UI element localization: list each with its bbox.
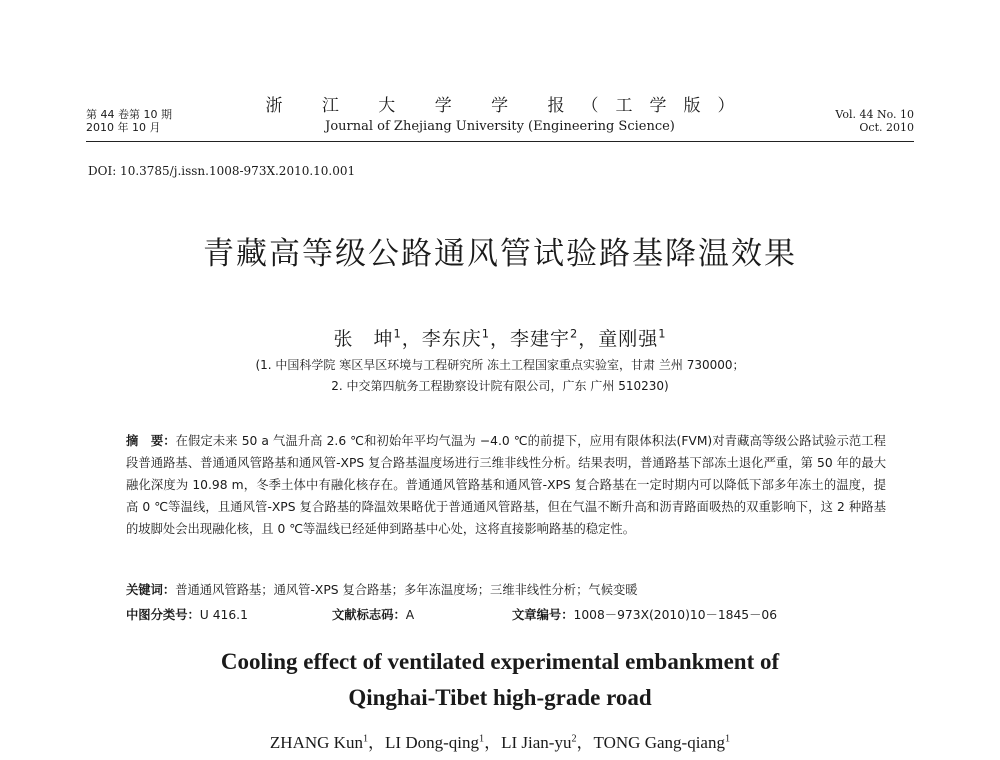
title-en <box>0 644 1000 716</box>
affiliation-2: 2. 中交第四航务工程勘察设计院有限公司，广东 广州 510230) <box>331 379 669 393</box>
article-number <box>512 605 777 623</box>
affiliation-marker: 1 <box>658 326 667 341</box>
author-name-en: LI Dong-qing <box>385 733 480 752</box>
article-number-value: 1008－973X(2010)10－1845－06 <box>573 608 778 622</box>
journal-name <box>86 96 914 135</box>
running-header <box>86 96 914 142</box>
affiliation-marker: 1 <box>479 733 485 745</box>
title-en-line-1: Cooling effect of ventilated experimental embankment of <box>220 649 780 674</box>
journal-name-en: Journal of Zhejiang University (Engineering Science) <box>325 119 675 134</box>
title-cn: 青藏高等级公路通风管试验路基降温效果 <box>203 236 797 272</box>
author-separator: ， <box>368 733 386 752</box>
author-name-en: ZHANG Kun <box>269 733 363 752</box>
volume-info-en <box>835 108 914 134</box>
affiliation-marker: 1 <box>481 326 490 341</box>
author-name: 李东庆 <box>421 328 482 350</box>
article-number-label: 文章编号： <box>512 608 574 622</box>
affiliation-marker: 2 <box>571 733 577 745</box>
document-code-value: A <box>405 608 415 622</box>
author-name: 童刚强 <box>598 328 659 350</box>
title-en-line-2: Qinghai-Tibet high-grade road <box>348 685 652 710</box>
author-separator: ， <box>489 328 510 350</box>
volume-number-en: Vol. 44 No. 10 <box>835 108 914 121</box>
clc-value: U 416.1 <box>199 608 248 622</box>
author-name-en: LI Jian-yu <box>501 733 572 752</box>
volume-issue: 第 44 卷第 10 期 <box>86 108 172 121</box>
abstract <box>126 430 886 540</box>
abstract-text: 在假定未来 50 a 气温升高 2.6 ℃和初始年平均气温为 −4.0 ℃的前提下，应用有限体积法(FVM)对青藏高等级公路试验示范工程段普通路基、普通通风管路基和通风管-XPS 复合路基温度场进行三维非线性分析。结果表明，普通路基下部冻土退化严重，第 50 年的最大融化深度为 10.98 m，冬季土体中有融化核存在。普通通风管路基和通风管-XPS 复合路基在一定时期内可以降低下部多年冻土的温度，提高 0 ℃等温线，且通风管-XPS 复合路基的降温效果略优于普通通风管路基，但在气温不断升高和沥青路面吸热的双重影响下，这 2 种路基的坡脚处会出现融化核，且 0 ℃等温线已经延伸到路基中心处，这将直接影响路基的稳定性。 <box>126 434 886 536</box>
authors-en <box>0 728 1000 753</box>
affiliation-1: (1. 中国科学院 寒区旱区环境与工程研究所 冻土工程国家重点实验室，甘肃 兰州 730000； <box>255 358 745 372</box>
clc-number <box>126 605 248 623</box>
affiliation-marker: 1 <box>393 326 402 341</box>
abstract-label: 摘 要： <box>126 434 176 448</box>
keywords-label: 关键词： <box>126 583 176 597</box>
author-name: 李建宇 <box>510 328 571 350</box>
author-separator: ， <box>576 733 594 752</box>
journal-name-cn: 浙 江 大 学 学 报（工学版） <box>265 96 752 116</box>
author-name-en: TONG Gang-qiang <box>593 733 725 752</box>
keywords <box>126 580 886 598</box>
author-separator: ， <box>484 733 502 752</box>
document-code-label: 文献标志码： <box>332 608 406 622</box>
affiliation-marker: 1 <box>724 733 731 745</box>
authors-cn <box>0 324 1000 351</box>
document-code <box>332 605 414 623</box>
affiliation-marker: 1 <box>362 733 369 745</box>
issue-date: 2010 年 10 月 <box>86 121 161 134</box>
date-en: Oct. 2010 <box>859 121 914 134</box>
author-name: 张 坤 <box>333 328 394 350</box>
author-separator: ， <box>578 328 599 350</box>
keywords-text: 普通通风管路基；通风管-XPS 复合路基；多年冻温度场；三维非线性分析；气候变暖 <box>175 583 638 597</box>
affiliation-marker: 2 <box>570 326 579 341</box>
doi: DOI: 10.3785/j.issn.1008-973X.2010.10.001 <box>88 164 356 178</box>
clc-label: 中图分类号： <box>126 608 200 622</box>
author-separator: ， <box>401 328 422 350</box>
header-rule <box>86 141 914 142</box>
